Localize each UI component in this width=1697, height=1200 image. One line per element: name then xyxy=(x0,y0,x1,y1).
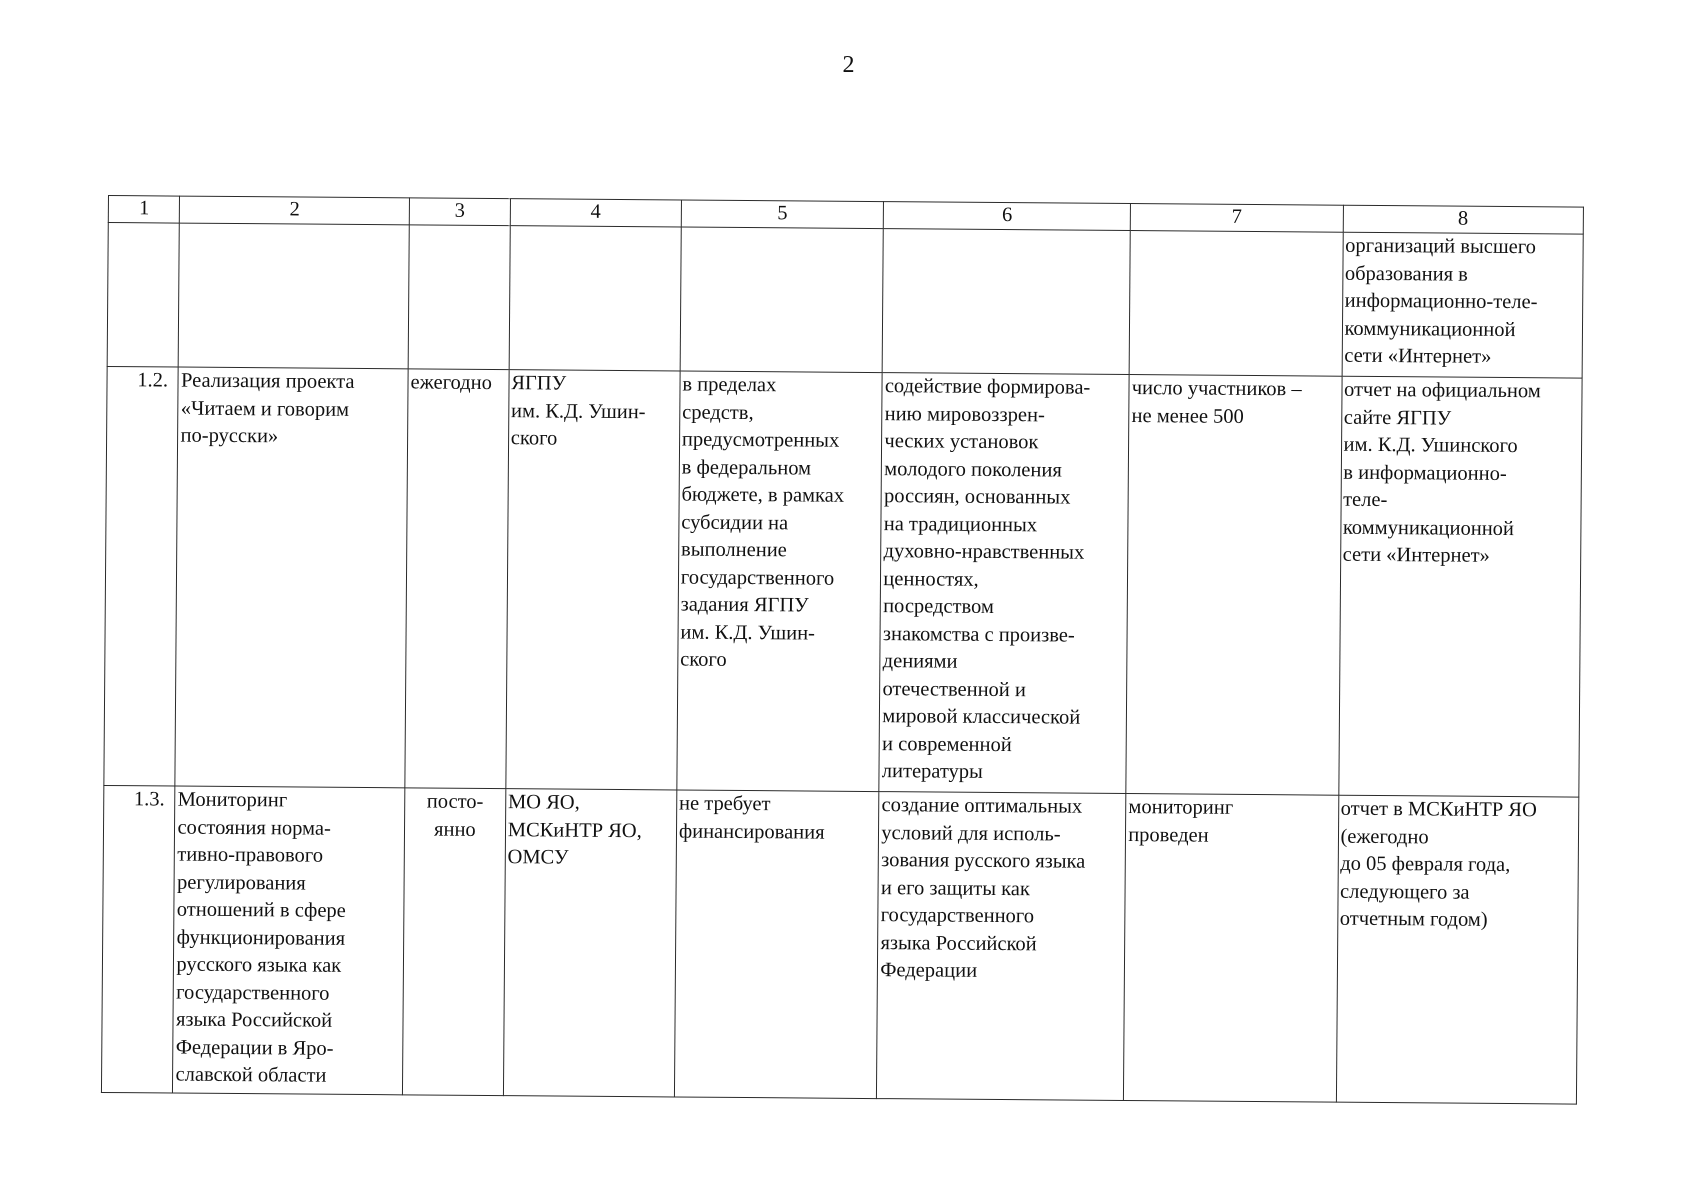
column-number: 5 xyxy=(681,200,884,229)
activity-name-cell: Реализация проекта «Читаем и говорим по-русски» xyxy=(175,367,408,788)
item-number-cell: 1.3. xyxy=(101,785,175,1093)
period-cell: посто- янно xyxy=(402,788,505,1096)
column-number: 7 xyxy=(1131,204,1343,233)
period-cell: ежегодно xyxy=(405,369,509,789)
column-number: 6 xyxy=(884,202,1131,231)
plan-table-wrapper xyxy=(101,195,1584,1105)
column-number: 3 xyxy=(409,198,510,226)
page-number: 2 xyxy=(842,52,855,78)
column-number: 4 xyxy=(510,199,681,227)
empty-cell xyxy=(680,227,884,373)
expected-result-cell: создание оптимальных условий для исполь- зования русского языка и его защиты как государственного языка Российской Федерации xyxy=(877,792,1126,1101)
empty-cell xyxy=(179,223,410,369)
plan-table xyxy=(101,195,1584,1105)
column-number: 1 xyxy=(108,196,180,224)
expected-result-cell: содействие формирова- нию мировоззрен- ческих установок молодого поколения россиян, основанных на традиционных духовно-нравственных ценностях, посредством знакомства с произве- дениями отечественной и мировой классической и современной литературы xyxy=(879,373,1129,794)
column-number: 2 xyxy=(180,196,410,225)
column-number: 8 xyxy=(1343,205,1584,234)
funding-cell: в пределах средств, предусмотренных в федеральном бюджете, в рамках субсидии на выполнение государственного задания ЯГПУ им. К.Д. Ушин- ского xyxy=(677,371,883,792)
empty-cell xyxy=(408,225,510,370)
activity-name-cell: Мониторинг состояния норма- тивно-правового регулирования отношений в сфере функционирования русского языка как государственного языка Российской Федерации в Яро- славской области xyxy=(173,786,405,1095)
indicator-cell: число участников – не менее 500 xyxy=(1126,375,1342,796)
empty-cell xyxy=(882,229,1130,375)
table-row-continuation xyxy=(107,223,1583,379)
empty-cell xyxy=(107,223,180,368)
empty-cell xyxy=(1129,231,1342,377)
report-cell: организаций высшего образования в информационно-теле- коммуникационной сети «Интернет» xyxy=(1342,232,1584,378)
executor-cell: ЯГПУ им. К.Д. Ушин- ского xyxy=(506,370,680,790)
table-row xyxy=(104,366,1582,797)
executor-cell: МО ЯО, МСКиНТР ЯО, ОМСУ xyxy=(503,789,676,1097)
table-row xyxy=(101,785,1578,1104)
funding-cell: не требует финансирования xyxy=(674,790,879,1099)
indicator-cell: мониторинг проведен xyxy=(1124,794,1339,1103)
report-cell: отчет на официальном сайте ЯГПУ им. К.Д. Ушинского в информационно- теле- коммуникационной сети «Интернет» xyxy=(1338,376,1582,797)
item-number-cell: 1.2. xyxy=(104,366,179,786)
report-cell: отчет в МСКиНТР ЯО (ежегодно до 05 февраля года, следующего за отчетным годом) xyxy=(1336,795,1579,1104)
empty-cell xyxy=(509,226,681,371)
